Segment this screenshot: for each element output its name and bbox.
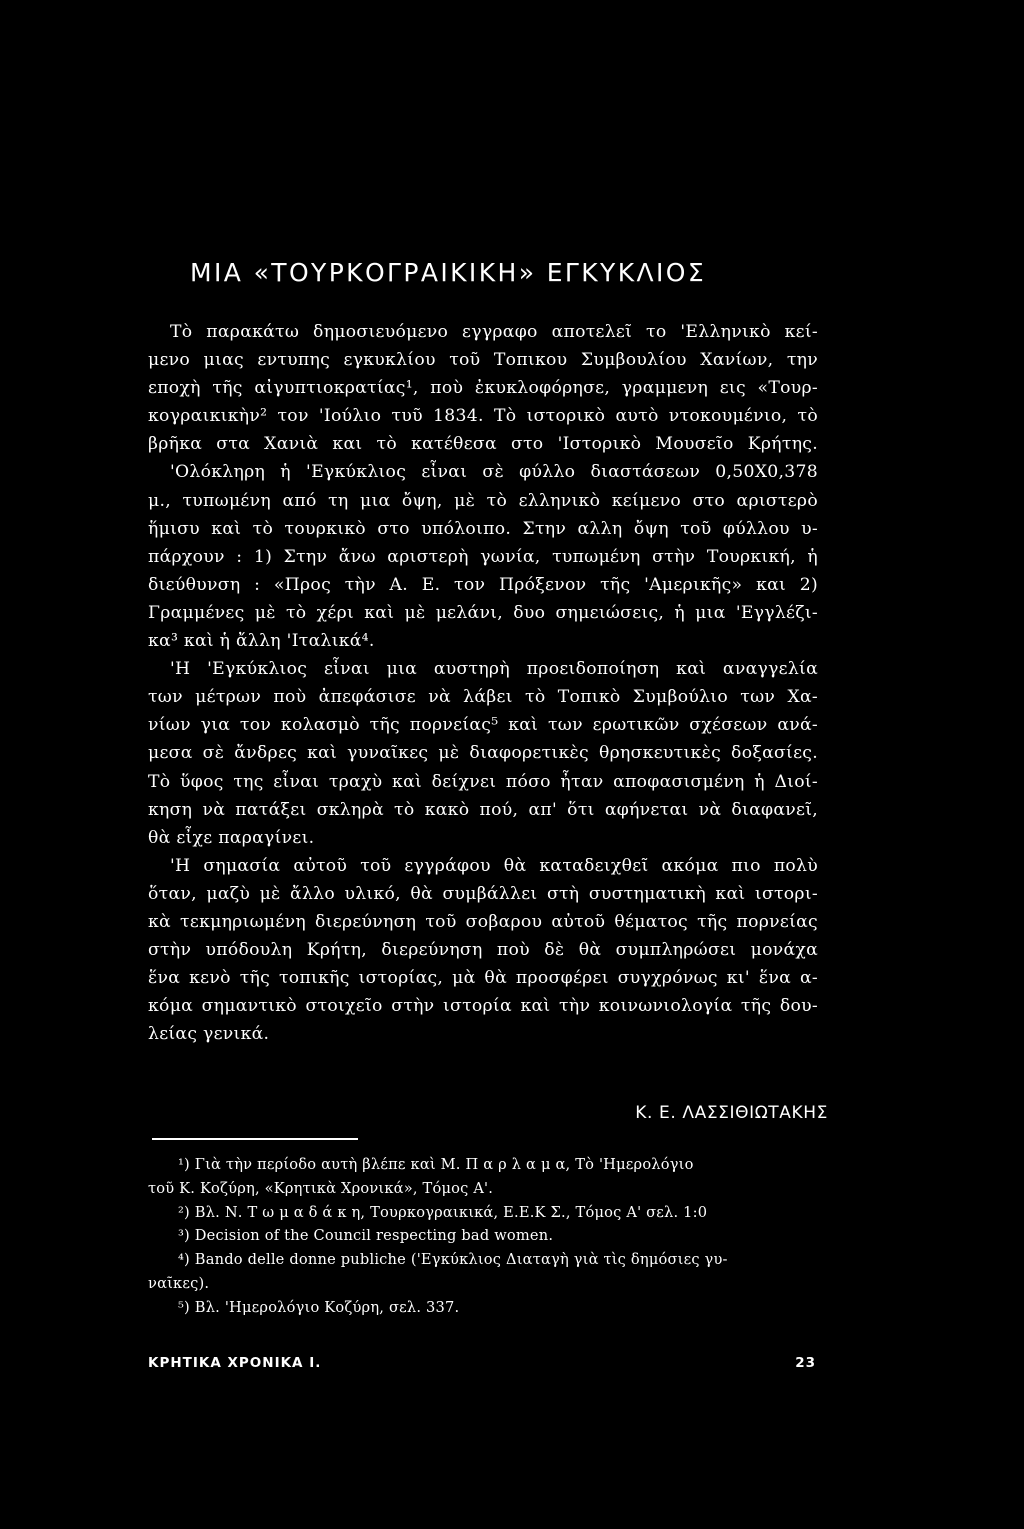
page-number: 23 [795, 1355, 816, 1371]
body-line: ὅταν, μαζὺ μὲ ἄλλο υλικό, θὰ συμβάλλει στὴ συστηματικὴ καὶ ιστορι- [148, 883, 818, 904]
journal-name: ΚΡΗΤΙΚΑ ΧΡΟΝΙΚΑ Ι. [148, 1355, 322, 1371]
body-line: βρῆκα στα Χανιὰ και τὸ κατέθεσα στο 'Ιστορικὸ Μουσεῖο Κρήτης. [148, 434, 818, 455]
body-line: μενο μιας εντυπης εγκυκλίου τοῦ Τοπικου Συμβουλίου Χανίων, την [148, 350, 818, 371]
body-line: 'Ολόκληρη ἡ 'Εγκύκλιος εἶναι σὲ φύλλο διαστάσεων 0,50Χ0,378 [170, 462, 818, 483]
footnote-line: ⁵) Βλ. 'Ημερολόγιο Κοζύρη, σελ. 337. [178, 1298, 460, 1316]
body-line: λείας γενικά. [148, 1024, 270, 1045]
body-line: 'Η σημασία αὐτοῦ τοῦ εγγράφου θὰ καταδειχθεῖ ακόμα πιο πολὺ [170, 855, 818, 876]
body-line: εποχὴ τῆς αἰγυπτιοκρατίας¹, ποὺ ἐκυκλοφόρησε, γραμμενη εις «Τουρ- [148, 378, 818, 399]
footnote-divider [152, 1138, 358, 1140]
body-line: κὰ τεκμηριωμένη διερεύνηση τοῦ σοβαρου αὐτοῦ θέματος τῆς πορνείας [148, 911, 818, 932]
article-body [148, 318, 818, 1048]
body-line: κηση νὰ πατάξει σκληρὰ τὸ κακὸ πού, απ' ὅτι αφήνεται νὰ διαφανεῖ, [148, 799, 818, 820]
body-line: κα³ καὶ ἡ ἄλλη 'Ιταλικά⁴. [148, 631, 375, 652]
body-line: των μέτρων ποὺ ἀπεφάσισε νὰ λάβει τὸ Τοπικὸ Συμβούλιο των Χα- [148, 687, 818, 708]
body-line: θὰ εἶχε παραγίνει. [148, 827, 315, 848]
footnote-line: τοῦ Κ. Κοζύρη, «Κρητικὰ Χρονικά», Τόμος Α'. [148, 1179, 494, 1197]
footnote-line: ⁴) Bando delle donne publiche ('Εγκύκλιος Διαταγὴ γιὰ τὶς δημόσιες γυ- [178, 1251, 728, 1269]
body-line: 'Η 'Εγκύκλιος εἶναι μια αυστηρὴ προειδοποίηση καὶ αναγγελία [170, 659, 818, 680]
body-line: κογραικικὴν² τον 'Ιούλιο τυῦ 1834. Τὸ ιστορικὸ αυτὸ ντοκουμένιο, τὸ [148, 406, 818, 427]
body-line: ἥμισυ καὶ τὸ τουρκικὸ στο υπόλοιπο. Στην αλλη ὄψη τοῦ φύλλου υ- [148, 518, 818, 539]
footnotes [148, 1153, 812, 1320]
body-line: Τὸ παρακάτω δημοσιευόμενο εγγραφο αποτελεῖ το 'Ελληνικὸ κεί- [170, 322, 818, 342]
footnote-line: ³) Decision of the Council respecting bad women. [178, 1227, 554, 1245]
body-line: στὴν υπόδουλη Κρήτη, διερεύνηση ποὺ δὲ θὰ συμπληρώσει μονάχα [148, 940, 818, 961]
footnote-line: ²) Βλ. Ν. Τ ω μ α δ ά κ η, Τουρκογραικικά, Ε.Ε.Κ Σ., Τόμος Α' σελ. 1:0 [178, 1203, 708, 1221]
article-title: ΜΙΑ «ΤΟΥΡΚΟΓΡΑΙΚΙΚΗ» ΕΓΚΥΚΛΙΟΣ [190, 258, 707, 287]
body-line: κόμα σημαντικὸ στοιχεῖο στὴν ιστορία καὶ τὴν κοινωνιολογία τῆς δου- [148, 996, 818, 1017]
body-line: πάρχουν : 1) Στην ἄνω αριστερὴ γωνία, τυπωμένη στὴν Τουρκική, ἡ [148, 546, 818, 567]
body-line: ἕνα κενὸ τῆς τοπικῆς ιστορίας, μὰ θὰ προσφέρει συγχρόνως κι' ἕνα α- [148, 968, 818, 989]
body-line: Τὸ ὕφος της εἶναι τραχὺ καὶ δείχνει πόσο ἦταν αποφασισμένη ἡ Διοί- [148, 771, 818, 792]
body-line: μεσα σὲ ἄνδρες καὶ γυναῖκες μὲ διαφορετικὲς θρησκευτικὲς δοξασίες. [148, 743, 818, 764]
author-signature: Κ. Ε. ΛΑΣΣΙΘΙΩΤΑΚΗΣ [635, 1103, 828, 1123]
footnote-line: ¹) Γιὰ τὴν περίοδο αυτὴ βλέπε καὶ Μ. Π α ρ λ α μ α, Τὸ 'Ημερολόγιο [178, 1156, 694, 1173]
body-line: μ., τυπωμένη από τη μια ὄψη, μὲ τὸ ελληνικὸ κείμενο στο αριστερὸ [148, 490, 818, 511]
body-line: διεύθυνση : «Προς τὴν Α. Ε. τον Πρόξενον τῆς 'Αμερικῆς» και 2) [148, 574, 818, 595]
footnote-line: ναῖκες). [148, 1274, 210, 1292]
body-line: Γραμμένες μὲ τὸ χέρι καὶ μὲ μελάνι, δυο σημειώσεις, ἡ μια 'Εγγλέζι- [148, 602, 818, 623]
body-line: νίων για τον κολασμὸ τῆς πορνείας⁵ καὶ των ερωτικῶν σχέσεων ανά- [148, 715, 818, 736]
